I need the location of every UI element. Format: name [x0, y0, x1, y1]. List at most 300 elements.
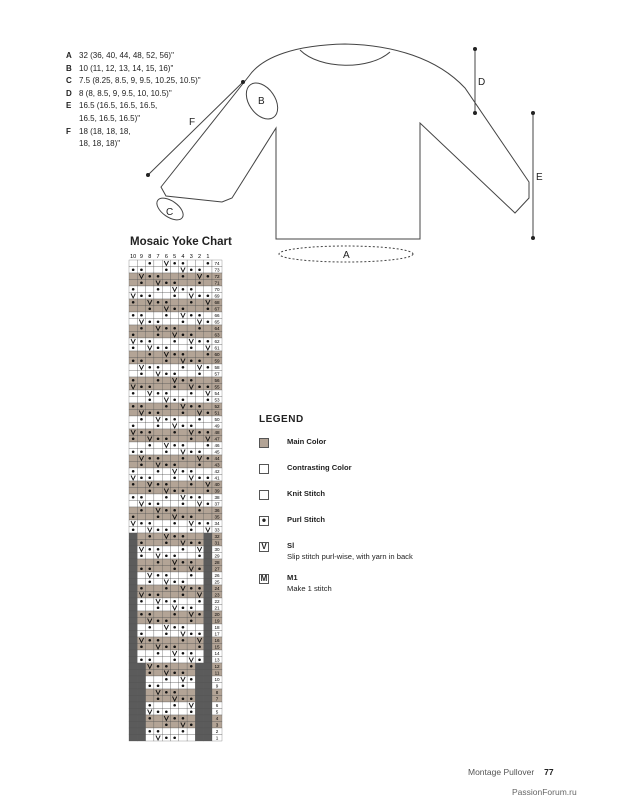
row-number: 64 [214, 326, 220, 332]
purl-mark [173, 398, 176, 401]
chart-title: Mosaic Yoke Chart [130, 236, 232, 248]
chart-cell [171, 273, 179, 280]
chart-cell [129, 728, 137, 735]
purl-mark [182, 288, 185, 291]
chart-cell [137, 696, 145, 703]
chart-cell [179, 689, 187, 696]
chart-cell [187, 260, 195, 267]
purl-mark [148, 353, 151, 356]
row-number: 9 [215, 683, 219, 689]
chart-cell [179, 338, 187, 345]
purl-mark [132, 379, 135, 382]
purl-mark [148, 717, 151, 720]
purl-mark [190, 333, 193, 336]
row-number: 40 [214, 482, 220, 488]
purl-mark [182, 606, 185, 609]
purl-mark [198, 509, 201, 512]
chart-cell [171, 592, 179, 599]
purl-mark [207, 476, 210, 479]
measurement-e: E 16.5 (16.5, 16.5, 16.5, 16.5, 16.5, 16.5)" [66, 101, 158, 123]
chart-cell [162, 468, 170, 475]
purl-mark [157, 288, 160, 291]
purl-mark [173, 554, 176, 557]
chart-cell [179, 293, 187, 300]
chart-cell [204, 286, 212, 293]
purl-mark [165, 437, 168, 440]
chart-cell [129, 566, 137, 573]
chart-cell [171, 585, 179, 592]
chart-cell [146, 423, 154, 430]
chart-cell [195, 332, 203, 339]
row-number: 13 [214, 657, 220, 663]
row-number: 17 [214, 631, 220, 637]
purl-mark [198, 658, 201, 661]
chart-cell [129, 273, 137, 280]
chart-cell [171, 501, 179, 508]
chart-cell [162, 696, 170, 703]
chart-cell [146, 507, 154, 514]
chart-cell [195, 299, 203, 306]
chart-cell [171, 494, 179, 501]
chart-cell [154, 494, 162, 501]
purl-mark [157, 548, 160, 551]
row-number: 8 [215, 690, 219, 696]
column-number: 9 [139, 254, 143, 260]
chart-cell [137, 488, 145, 495]
purl-mark [198, 522, 201, 525]
chart-cell [129, 455, 137, 462]
chart-cell [137, 728, 145, 735]
chart-cell [146, 598, 154, 605]
row-number: 25 [214, 579, 220, 585]
row-number: 22 [214, 599, 220, 605]
purl-mark [190, 587, 193, 590]
chart-cell [171, 436, 179, 443]
chart-cell [187, 488, 195, 495]
purl-mark [157, 652, 160, 655]
chart-cell [129, 572, 137, 579]
column-number: 3 [189, 254, 193, 260]
chart-cell [204, 709, 212, 716]
chart-cell [137, 481, 145, 488]
chart-cell [204, 572, 212, 579]
chart-cell [204, 631, 212, 638]
chart-cell [204, 624, 212, 631]
purl-mark [182, 333, 185, 336]
purl-mark [182, 593, 185, 596]
purl-mark [157, 366, 160, 369]
legend-item-sl: V Sl Slip stitch purl-wise, with yarn in back [259, 541, 413, 573]
chart-cell [154, 293, 162, 300]
chart-cell [154, 449, 162, 456]
chart-cell [146, 553, 154, 560]
slip-stitch-icon: V [259, 542, 269, 552]
row-number: 53 [214, 397, 220, 403]
purl-mark [190, 437, 193, 440]
chart-cell [204, 592, 212, 599]
purl-mark [173, 262, 176, 265]
chart-cell [187, 319, 195, 326]
row-number: 50 [214, 417, 220, 423]
chart-cell [137, 423, 145, 430]
chart-cell [179, 280, 187, 287]
chart-cell [195, 605, 203, 612]
chart-cell [187, 351, 195, 358]
chart-cell [171, 676, 179, 683]
chart-cell [171, 527, 179, 534]
chart-cell [129, 663, 137, 670]
chart-cell [146, 377, 154, 384]
measurement-list [66, 50, 201, 151]
purl-mark [182, 671, 185, 674]
chart-cell [129, 306, 137, 313]
chart-cell [195, 423, 203, 430]
knit-stitch-swatch [259, 490, 269, 500]
chart-cell [187, 364, 195, 371]
row-number: 15 [214, 644, 220, 650]
row-number: 65 [214, 319, 220, 325]
purl-mark [190, 632, 193, 635]
purl-mark [157, 320, 160, 323]
chart-cell [129, 442, 137, 449]
chart-cell [204, 325, 212, 332]
row-number: 67 [214, 306, 220, 312]
row-number: 43 [214, 462, 220, 468]
purl-mark [173, 418, 176, 421]
chart-cell [137, 722, 145, 729]
chart-cell [187, 273, 195, 280]
chart-cell [146, 403, 154, 410]
purl-mark [157, 684, 160, 687]
purl-mark [165, 600, 168, 603]
purl-mark [132, 496, 135, 499]
purl-mark [207, 502, 210, 505]
chart-cell [129, 325, 137, 332]
chart-cell [179, 345, 187, 352]
purl-mark [157, 333, 160, 336]
purl-mark [157, 346, 160, 349]
purl-mark [157, 730, 160, 733]
legend-item-main-color: Main Color [259, 437, 413, 463]
purl-mark [198, 385, 201, 388]
chart-cell [129, 488, 137, 495]
purl-mark [165, 710, 168, 713]
purl-mark [140, 418, 143, 421]
row-number: 68 [214, 300, 220, 306]
purl-mark [182, 502, 185, 505]
purl-mark [182, 424, 185, 427]
purl-mark [173, 580, 176, 583]
chart-cell [146, 676, 154, 683]
purl-mark [148, 275, 151, 278]
chart-cell [154, 351, 162, 358]
purl-mark [173, 340, 176, 343]
chart-cell [171, 390, 179, 397]
purl-icon: • [259, 516, 269, 526]
chart-cell [129, 371, 137, 378]
chart-cell [171, 722, 179, 729]
purl-mark [157, 665, 160, 668]
chart-cell [146, 371, 154, 378]
purl-mark [140, 600, 143, 603]
chart-cell [171, 312, 179, 319]
row-number: 28 [214, 560, 220, 566]
purl-mark [173, 444, 176, 447]
chart-cell [187, 683, 195, 690]
chart-cell [204, 644, 212, 651]
chart-cell [137, 676, 145, 683]
purl-mark [157, 619, 160, 622]
purl-mark [198, 431, 201, 434]
chart-cell [129, 416, 137, 423]
chart-cell [162, 559, 170, 566]
purl-mark [148, 658, 151, 661]
purl-mark [165, 301, 168, 304]
chart-cell [137, 436, 145, 443]
purl-mark [190, 515, 193, 518]
purl-mark [165, 405, 168, 408]
chart-cell [137, 306, 145, 313]
purl-mark [165, 327, 168, 330]
chart-cell [195, 715, 203, 722]
purl-mark [207, 294, 210, 297]
chart-cell [195, 650, 203, 657]
chart-cell [204, 358, 212, 365]
chart-cell [162, 273, 170, 280]
purl-mark [173, 717, 176, 720]
chart-cell [129, 410, 137, 417]
chart-cell [195, 702, 203, 709]
chart-cell [195, 345, 203, 352]
purl-mark [173, 522, 176, 525]
chart-cell [195, 722, 203, 729]
chart-cell [204, 332, 212, 339]
chart-cell [195, 468, 203, 475]
chart-cell [129, 618, 137, 625]
purl-mark [198, 541, 201, 544]
purl-mark [132, 314, 135, 317]
chart-cell [146, 631, 154, 638]
chart-cell [204, 449, 212, 456]
chart-cell [204, 371, 212, 378]
purl-mark [140, 431, 143, 434]
purl-mark [190, 574, 193, 577]
purl-mark [148, 307, 151, 310]
purl-mark [198, 600, 201, 603]
purl-mark [207, 340, 210, 343]
purl-mark [148, 580, 151, 583]
row-number: 42 [214, 469, 220, 475]
chart-cell [162, 650, 170, 657]
chart-cell [146, 280, 154, 287]
chart-cell [171, 455, 179, 462]
purl-mark [132, 288, 135, 291]
row-number: 31 [214, 540, 220, 546]
purl-mark [207, 320, 210, 323]
row-number: 10 [214, 677, 220, 683]
chart-cell [204, 312, 212, 319]
row-number: 71 [214, 280, 220, 286]
chart-cell [137, 709, 145, 716]
purl-mark [165, 528, 168, 531]
purl-mark [190, 528, 193, 531]
purl-mark [132, 346, 135, 349]
row-number: 27 [214, 566, 220, 572]
purl-mark [148, 398, 151, 401]
purl-mark [207, 353, 210, 356]
row-number: 44 [214, 456, 220, 462]
chart-cell [154, 611, 162, 618]
purl-mark [198, 294, 201, 297]
purl-mark [148, 444, 151, 447]
purl-mark [207, 385, 210, 388]
row-number: 7 [215, 696, 219, 702]
purl-mark [173, 704, 176, 707]
purl-mark [157, 483, 160, 486]
purl-mark [198, 314, 201, 317]
chart-cell [171, 345, 179, 352]
chart-cell [146, 358, 154, 365]
chart-cell [204, 605, 212, 612]
chart-cell [204, 566, 212, 573]
row-number: 30 [214, 547, 220, 553]
purl-mark [190, 379, 193, 382]
row-number: 26 [214, 573, 220, 579]
purl-mark [165, 418, 168, 421]
chart-cell [154, 358, 162, 365]
purl-mark [198, 613, 201, 616]
chart-cell [171, 631, 179, 638]
chart-cell [204, 416, 212, 423]
chart-cell [129, 579, 137, 586]
purl-mark [173, 353, 176, 356]
row-number: 4 [215, 716, 219, 722]
purl-mark [132, 392, 135, 395]
chart-cell [195, 618, 203, 625]
purl-mark [173, 691, 176, 694]
chart-cell [187, 442, 195, 449]
purl-mark [182, 561, 185, 564]
column-number: 5 [173, 254, 177, 260]
column-number: 2 [198, 254, 202, 260]
chart-cell [154, 520, 162, 527]
chart-cell [204, 696, 212, 703]
chart-cell [195, 514, 203, 521]
chart-cell [204, 546, 212, 553]
purl-mark [165, 619, 168, 622]
chart-cell [179, 481, 187, 488]
chart-cell [187, 455, 195, 462]
purl-mark [165, 346, 168, 349]
purl-mark [140, 541, 143, 544]
purl-mark [173, 600, 176, 603]
chart-cell [171, 267, 179, 274]
chart-cell [171, 481, 179, 488]
chart-cell [187, 397, 195, 404]
chart-cell [179, 429, 187, 436]
chart-cell [187, 280, 195, 287]
purl-mark [182, 366, 185, 369]
purl-mark [207, 398, 210, 401]
chart-cell [137, 299, 145, 306]
purl-mark [190, 288, 193, 291]
row-number: 69 [214, 293, 220, 299]
purl-mark [182, 548, 185, 551]
label-c: C [166, 207, 174, 218]
chart-cell [129, 715, 137, 722]
purl-mark [157, 411, 160, 414]
chart-cell [146, 650, 154, 657]
chart-cell [195, 527, 203, 534]
purl-mark [148, 457, 151, 460]
chart-cell [146, 286, 154, 293]
chart-cell [129, 585, 137, 592]
chart-cell [204, 702, 212, 709]
purl-mark [148, 320, 151, 323]
purl-mark [157, 301, 160, 304]
chart-cell [204, 377, 212, 384]
purl-mark [198, 405, 201, 408]
purl-mark [182, 652, 185, 655]
purl-mark [182, 411, 185, 414]
legend [259, 414, 413, 599]
chart-cell [195, 696, 203, 703]
purl-mark [140, 658, 143, 661]
row-number: 45 [214, 449, 220, 455]
chart-cell [162, 702, 170, 709]
purl-mark [165, 359, 168, 362]
chart-cell [146, 689, 154, 696]
chart-cell [146, 449, 154, 456]
chart-cell [129, 397, 137, 404]
purl-mark [182, 457, 185, 460]
chart-cell [129, 592, 137, 599]
chart-cell [129, 657, 137, 664]
purl-mark [140, 613, 143, 616]
purl-mark [165, 372, 168, 375]
chart-cell [146, 514, 154, 521]
chart-cell [204, 722, 212, 729]
chart-cell [179, 462, 187, 469]
row-number: 63 [214, 332, 220, 338]
purl-mark [173, 645, 176, 648]
chart-cell [195, 709, 203, 716]
chart-cell [129, 611, 137, 618]
purl-mark [132, 424, 135, 427]
chart-cell [137, 579, 145, 586]
purl-mark [182, 489, 185, 492]
chart-cell [204, 676, 212, 683]
purl-mark [148, 626, 151, 629]
purl-mark [190, 496, 193, 499]
purl-mark [198, 632, 201, 635]
chart-cell [162, 501, 170, 508]
row-number: 38 [214, 495, 220, 501]
chart-cell [171, 728, 179, 735]
chart-cell [204, 585, 212, 592]
chart-cell [146, 267, 154, 274]
chart-cell [187, 410, 195, 417]
chart-cell [187, 533, 195, 540]
purl-mark [165, 678, 168, 681]
purl-mark [148, 262, 151, 265]
purl-mark [165, 736, 168, 739]
chart-cell [137, 527, 145, 534]
chart-cell [195, 260, 203, 267]
row-number: 51 [214, 410, 220, 416]
purl-mark [165, 541, 168, 544]
row-number: 73 [214, 267, 220, 273]
